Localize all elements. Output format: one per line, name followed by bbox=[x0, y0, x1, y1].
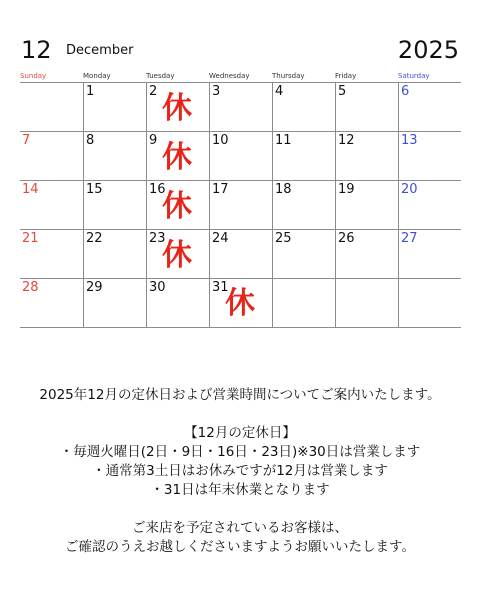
calendar-day-number: 15 bbox=[86, 182, 103, 197]
calendar-cell bbox=[20, 279, 83, 328]
holiday-mark: 休 bbox=[162, 140, 192, 175]
calendar-cell bbox=[272, 230, 335, 279]
calendar-cell bbox=[20, 83, 83, 132]
calendar-cell bbox=[272, 181, 335, 230]
calendar-day-number: 11 bbox=[275, 133, 292, 148]
calendar-day-number: 22 bbox=[86, 231, 103, 246]
month-name: December bbox=[66, 43, 134, 58]
calendar-cell bbox=[335, 83, 398, 132]
calendar-day-number: 23 bbox=[149, 231, 166, 246]
year: 2025 bbox=[397, 36, 459, 64]
calendar-day-number: 5 bbox=[338, 84, 347, 99]
calendar-day-number: 10 bbox=[212, 133, 229, 148]
calendar-cell bbox=[83, 181, 146, 230]
calendar-cell bbox=[146, 181, 209, 230]
calendar-cell bbox=[398, 279, 461, 328]
notice-heading: 【12月の定休日】 bbox=[184, 425, 296, 441]
calendar-day-number: 28 bbox=[22, 280, 39, 295]
holiday-mark: 休 bbox=[162, 238, 192, 273]
calendar-day-number: 19 bbox=[338, 182, 355, 197]
calendar-cell bbox=[398, 181, 461, 230]
calendar-day-number: 31 bbox=[212, 280, 229, 295]
calendar-day-number: 9 bbox=[149, 133, 158, 148]
holiday-mark: 休 bbox=[162, 189, 192, 224]
calendar-cell bbox=[209, 181, 272, 230]
calendar-day-number: 16 bbox=[149, 182, 166, 197]
calendar-cell bbox=[398, 132, 461, 181]
weekday-sunday: Sunday bbox=[20, 72, 47, 80]
calendar-cell bbox=[146, 83, 209, 132]
calendar-day-number: 4 bbox=[275, 84, 284, 99]
calendar-cell bbox=[335, 181, 398, 230]
calendar-cell bbox=[20, 181, 83, 230]
calendar-cell bbox=[146, 230, 209, 279]
calendar-day-number: 30 bbox=[149, 280, 166, 295]
calendar-day-number: 13 bbox=[401, 133, 418, 148]
calendar-day-number: 18 bbox=[275, 182, 292, 197]
weekday-tuesday: Tuesday bbox=[146, 72, 175, 80]
calendar-cell bbox=[209, 132, 272, 181]
calendar-cell bbox=[83, 279, 146, 328]
notice-line-2: ・通常第3土日はお休みですが12月は営業します bbox=[92, 463, 388, 479]
calendar-cell bbox=[209, 83, 272, 132]
calendar-cell bbox=[272, 279, 335, 328]
weekday-friday: Friday bbox=[335, 72, 357, 80]
calendar-cell bbox=[272, 83, 335, 132]
notice-intro: 2025年12月の定休日および営業時間についてご案内いたします。 bbox=[39, 387, 441, 403]
calendar-cell bbox=[83, 230, 146, 279]
calendar-cell bbox=[20, 132, 83, 181]
calendar-cell bbox=[209, 230, 272, 279]
calendar-cell bbox=[335, 279, 398, 328]
weekday-wednesday: Wednesday bbox=[209, 72, 250, 80]
calendar-cell bbox=[335, 230, 398, 279]
calendar-day-number: 7 bbox=[22, 133, 31, 148]
calendar-day-number: 3 bbox=[212, 84, 221, 99]
calendar-day-number: 12 bbox=[338, 133, 355, 148]
calendar-day-number: 20 bbox=[401, 182, 418, 197]
holiday-mark: 休 bbox=[162, 91, 192, 126]
calendar-cell bbox=[83, 83, 146, 132]
calendar-day-number: 6 bbox=[401, 84, 410, 99]
calendar-day-number: 8 bbox=[86, 133, 95, 148]
calendar-day-number: 29 bbox=[86, 280, 103, 295]
calendar-day-number: 27 bbox=[401, 231, 418, 246]
weekday-saturday: Saturday bbox=[398, 72, 430, 80]
calendar-cell bbox=[335, 132, 398, 181]
month-number: 12 bbox=[21, 36, 52, 64]
calendar-day-number: 21 bbox=[22, 231, 39, 246]
calendar-cell bbox=[146, 279, 209, 328]
calendar-day-number: 25 bbox=[275, 231, 292, 246]
notice-closing-2: ご確認のうえお越しくださいますようお願いいたします。 bbox=[65, 539, 415, 555]
calendar-cell bbox=[398, 230, 461, 279]
notice-line-1: ・毎週火曜日(2日・9日・16日・23日)※30日は営業します bbox=[59, 444, 421, 460]
calendar-day-number: 14 bbox=[22, 182, 39, 197]
notice-closing-1: ご来店を予定されているお客様は、 bbox=[132, 520, 348, 536]
weekday-thursday: Thursday bbox=[272, 72, 305, 80]
calendar-cell bbox=[209, 279, 272, 328]
calendar-cell bbox=[398, 83, 461, 132]
calendar-day-number: 17 bbox=[212, 182, 229, 197]
calendar-day-number: 2 bbox=[149, 84, 158, 99]
notice-line-3: ・31日は年末休業となります bbox=[150, 482, 330, 498]
calendar-day-number: 1 bbox=[86, 84, 95, 99]
calendar-cell bbox=[83, 132, 146, 181]
holiday-mark: 休 bbox=[225, 286, 255, 321]
calendar-cell bbox=[146, 132, 209, 181]
calendar-day-number: 24 bbox=[212, 231, 229, 246]
calendar-cell bbox=[272, 132, 335, 181]
calendar-day-number: 26 bbox=[338, 231, 355, 246]
calendar-grid bbox=[20, 82, 461, 329]
weekday-header-row bbox=[20, 72, 461, 82]
weekday-monday: Monday bbox=[83, 72, 111, 80]
calendar-cell bbox=[20, 230, 83, 279]
